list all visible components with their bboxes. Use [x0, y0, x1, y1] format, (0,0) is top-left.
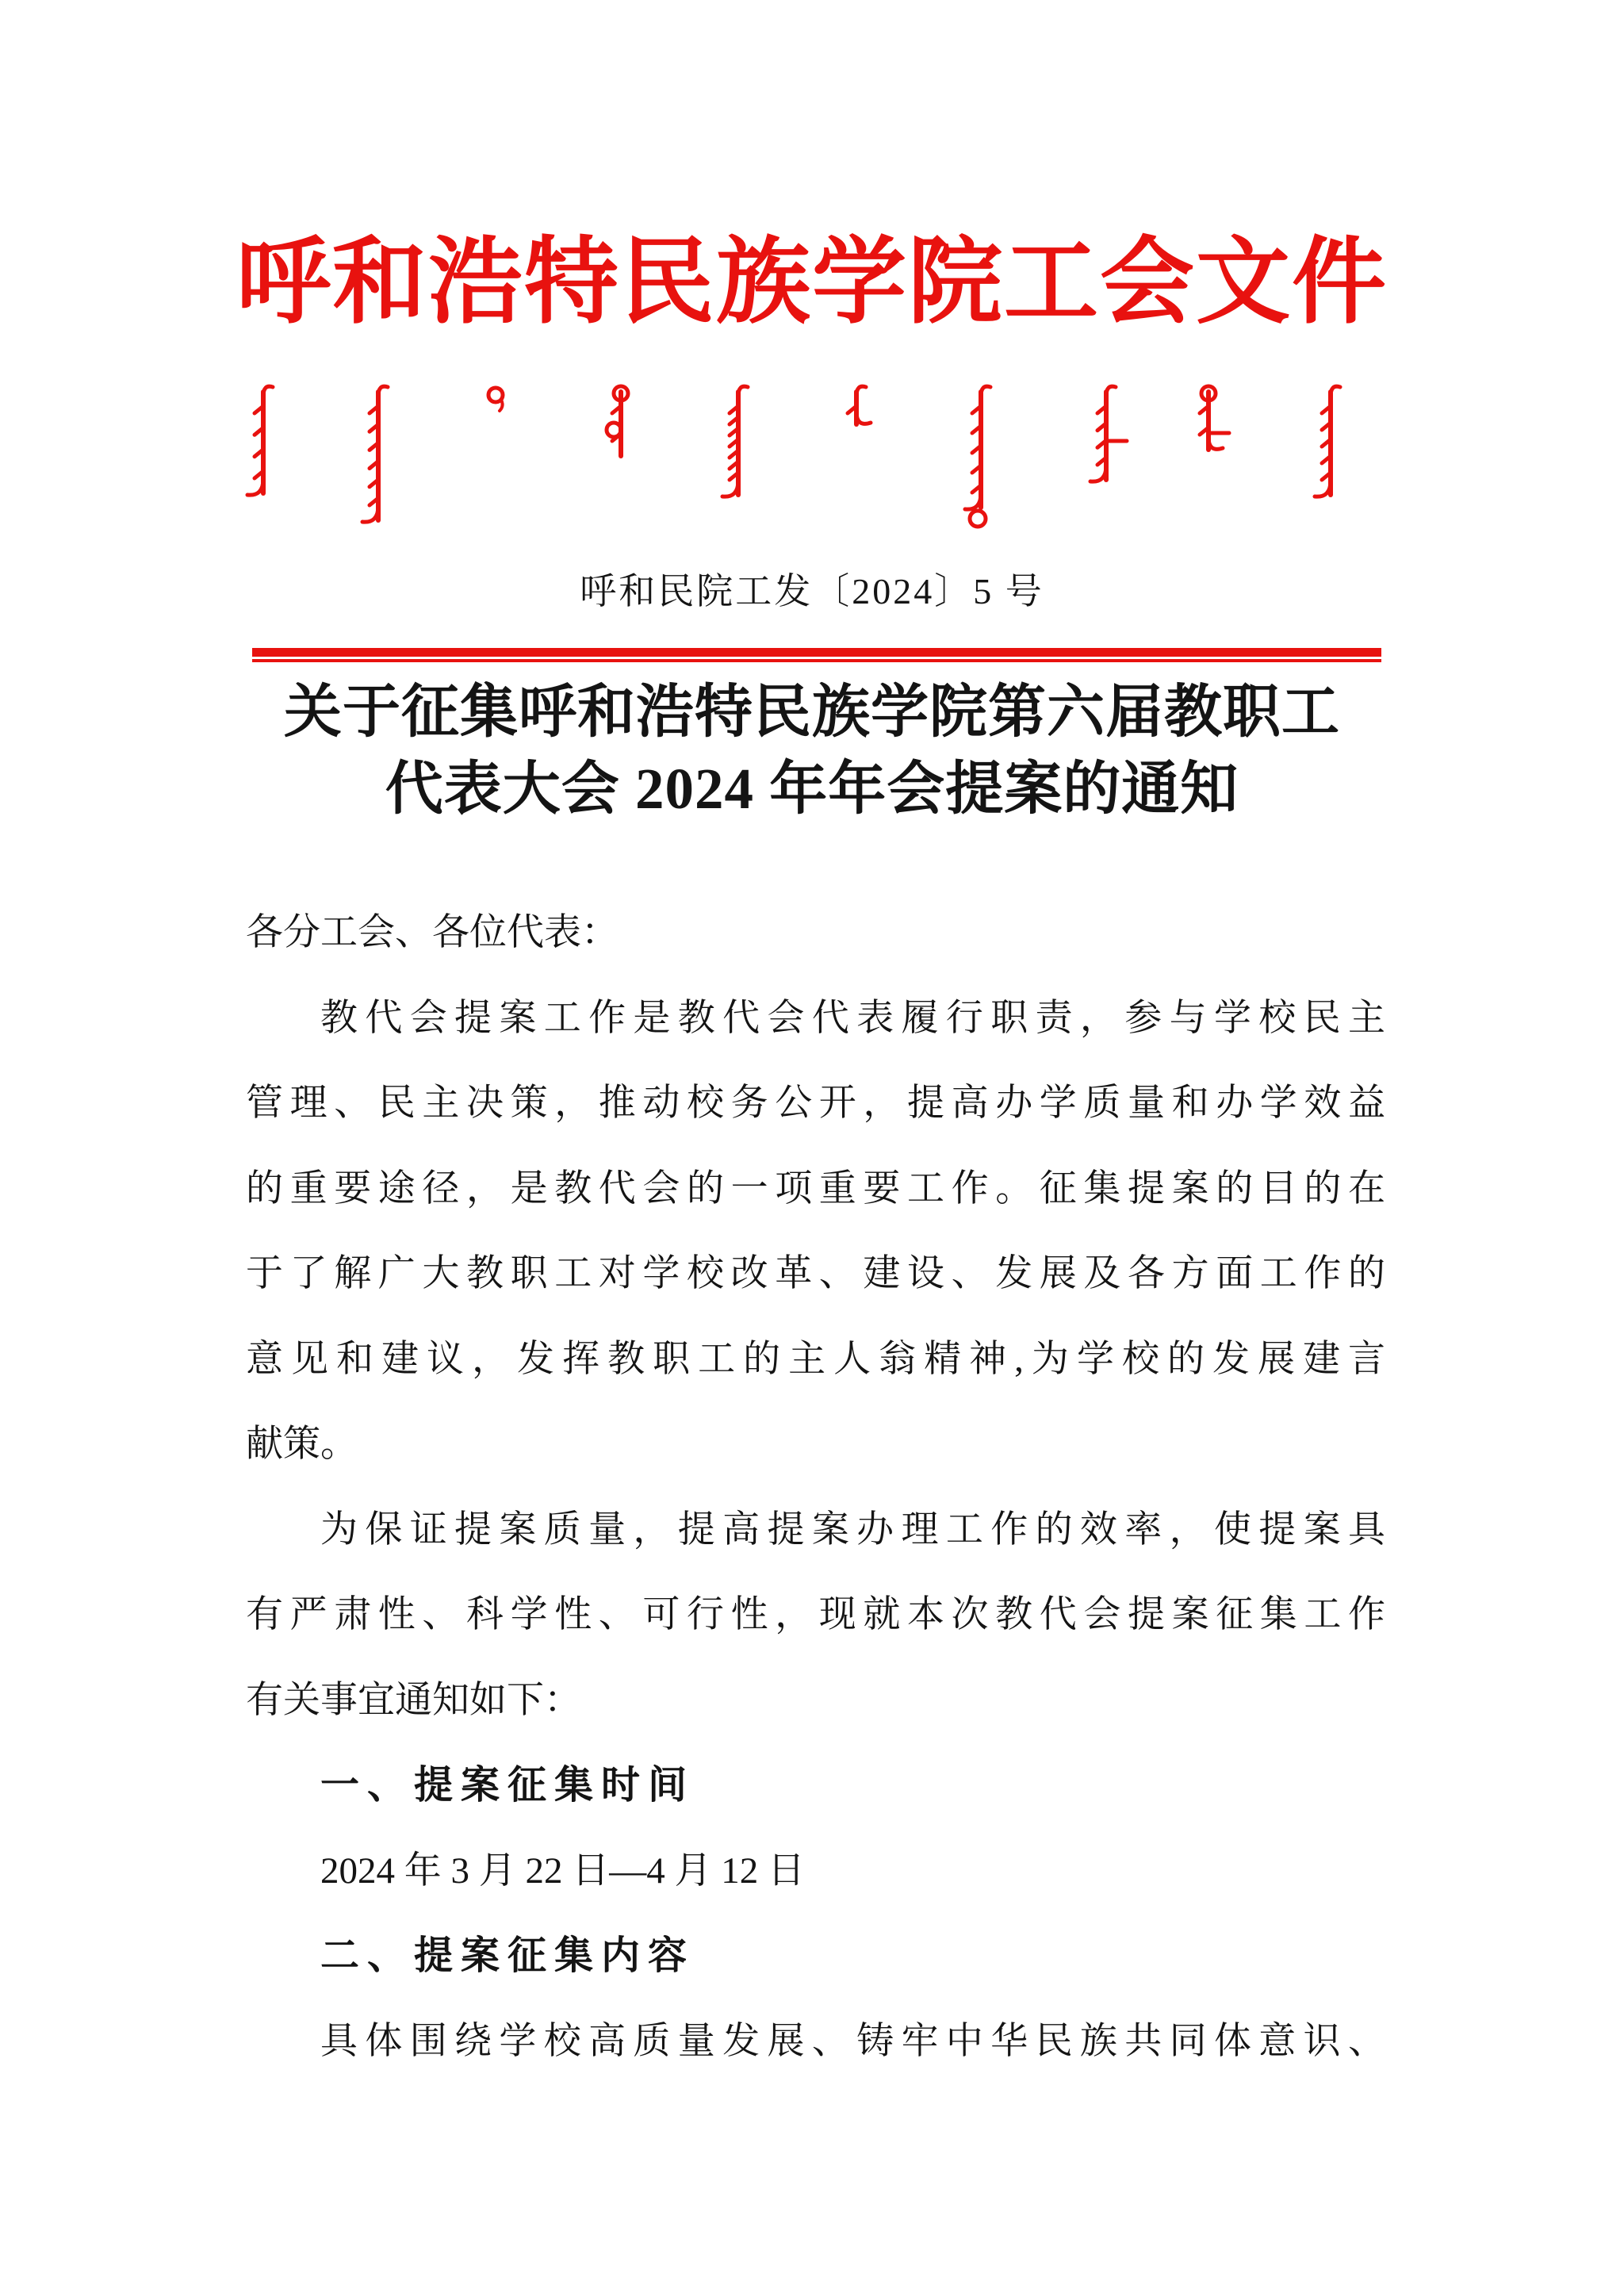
body-line: 于了解广大教职工对学校改革、建设、发展及各方面工作的: [246, 1253, 1385, 1294]
body-line: 各分工会、各位代表：: [246, 912, 619, 953]
document-title: [0, 673, 1624, 827]
body-line: 具体围绕学校高质量发展、铸牢中华民族共同体意识、: [320, 2020, 1385, 2062]
body-line: 2024 年 3 月 22 日—4 月 12 日: [320, 1849, 805, 1892]
body-line: 一、提案征集时间: [320, 1764, 695, 1807]
red-divider-thin-line: [252, 659, 1381, 662]
org-header-title: 呼和浩特民族学院工会文件: [236, 230, 1388, 335]
body-line: 有关事宜通知如下：: [246, 1679, 581, 1721]
body-line: 有严肃性、科学性、可行性，现就本次教代会提案征集工作: [246, 1594, 1385, 1635]
document-body: [246, 891, 1385, 2084]
document-title-line2: 代表大会 2024 年年会提案的通知: [385, 757, 1239, 821]
body-line: 管理、民主决策，推动校务公开，提高办学质量和办学效益: [246, 1083, 1385, 1124]
red-divider: [252, 648, 1381, 662]
body-line: 为保证提案质量，提高提案办理工作的效率，使提案具: [320, 1508, 1385, 1550]
body-line: 教代会提案工作是教代会代表履行职责，参与学校民主: [320, 997, 1385, 1039]
document-title-line1: 关于征集呼和浩特民族学院第六届教职工: [284, 680, 1340, 744]
body-line: 二、提案征集内容: [320, 1934, 695, 1977]
mongolian-script-row: [238, 384, 1356, 535]
body-line: 的重要途径，是教代会的一项重要工作。征集提案的目的在: [246, 1167, 1385, 1209]
doc-number: 呼和民院工发〔2024〕5 号: [580, 571, 1044, 611]
body-line: 意见和建议，发挥教职工的主人翁精神,为学校的发展建言: [246, 1338, 1385, 1380]
body-line: 献策。: [246, 1424, 358, 1465]
red-divider-thick-line: [252, 648, 1381, 657]
